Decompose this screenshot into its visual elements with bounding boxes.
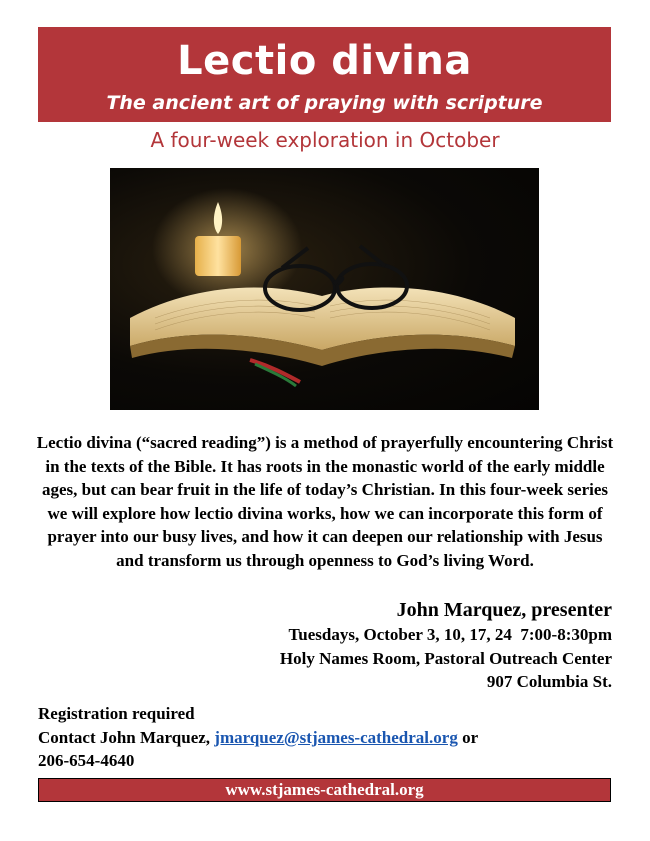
phone-number: 206-654-4640 [38,751,135,770]
subtitle: A four-week exploration in October [150,128,500,152]
candle-bible-photo [110,168,539,410]
contact-line [38,726,613,750]
presenter: John Marquez, presenter [396,599,612,621]
registration-required: Registration required [38,704,195,723]
page-title: Lectio divina [177,38,472,84]
description-paragraph: Lectio divina (“sacred reading”) is a method of prayerfully encountering Christ in the texts of the Bible. It has roots in the monastic world of the early middle ages, but can bear fruit in the life of today’s Christian. In this four-week series we will explore how lectio divina works, how we can incorporate this form of prayer into our busy lives, and how it can deepen our relationship with Jesus and transform us through openness to God’s living Word. [36,433,614,570]
registration-info [38,702,613,773]
address: 907 Columbia St. [486,672,612,691]
photo-illustration [110,168,539,410]
schedule: Tuesdays, October 3, 10, 17, 24 7:00-8:30pm [288,625,612,644]
title-banner [38,27,611,122]
contact-prefix: Contact John Marquez, [38,727,215,747]
email-link[interactable]: jmarquez@stjames-cathedral.org [214,727,458,747]
footer-bar [38,778,611,802]
website-link[interactable]: www.stjames-cathedral.org [225,780,424,799]
contact-suffix: or [457,727,479,747]
tagline: The ancient art of praying with scripture [106,92,543,114]
event-details [280,597,612,694]
location: Holy Names Room, Pastoral Outreach Center [279,648,612,668]
